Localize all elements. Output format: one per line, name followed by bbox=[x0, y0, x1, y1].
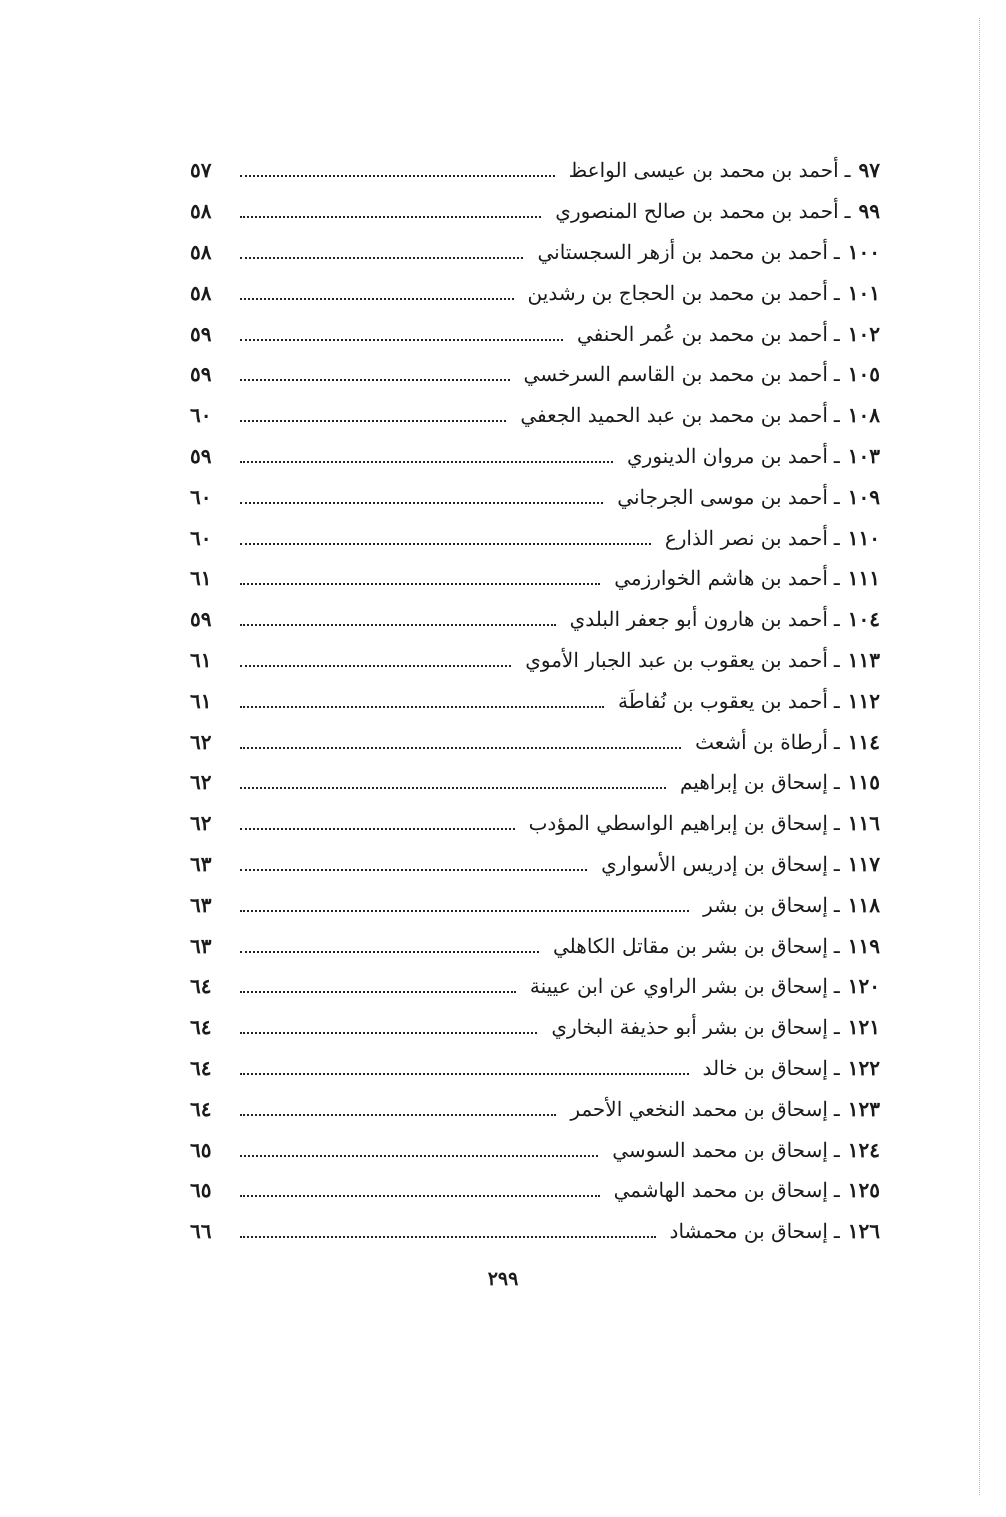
toc-entry bbox=[190, 680, 880, 721]
table-of-contents bbox=[190, 150, 880, 1252]
entry-separator: ـ bbox=[833, 403, 840, 428]
entry-page-number: ٦٢ bbox=[190, 729, 212, 754]
toc-entry bbox=[190, 762, 880, 803]
entry-page-number: ٦٠ bbox=[190, 525, 212, 550]
entry-number: ١٢١ bbox=[847, 1015, 880, 1040]
dot-leader bbox=[240, 461, 613, 463]
dot-leader bbox=[240, 624, 556, 626]
dot-leader bbox=[240, 1236, 656, 1238]
entry-name: أحمد بن مروان الدينوري bbox=[627, 443, 828, 468]
entry-page-number: ٦٣ bbox=[190, 892, 212, 917]
entry-separator: ـ bbox=[833, 321, 840, 346]
entry-name: إسحاق بن بشر الراوي عن ابن عيينة bbox=[529, 974, 828, 999]
toc-entry bbox=[190, 1211, 880, 1252]
entry-page-number: ٦٢ bbox=[190, 770, 212, 795]
toc-entry bbox=[190, 844, 880, 885]
toc-entry bbox=[190, 1007, 880, 1048]
dot-leader bbox=[240, 175, 555, 177]
toc-entry bbox=[190, 966, 880, 1007]
entry-name: إسحاق بن إبراهيم bbox=[679, 770, 828, 795]
entry-separator: ـ bbox=[833, 1219, 840, 1244]
entry-page-number: ٦١ bbox=[190, 647, 212, 672]
dot-leader bbox=[240, 543, 651, 545]
entry-separator: ـ bbox=[833, 484, 840, 509]
toc-entry bbox=[190, 803, 880, 844]
toc-entry bbox=[190, 476, 880, 517]
entry-separator: ـ bbox=[833, 933, 840, 958]
entry-name: إسحاق بن محمد السوسي bbox=[612, 1137, 828, 1162]
entry-name: إسحاق بن بشر أبو حذيفة البخاري bbox=[551, 1015, 828, 1040]
entry-separator: ـ bbox=[833, 443, 840, 468]
entry-separator: ـ bbox=[833, 729, 840, 754]
entry-number: ١١٣ bbox=[847, 647, 880, 672]
toc-entry bbox=[190, 313, 880, 354]
entry-page-number: ٥٨ bbox=[190, 239, 212, 264]
entry-page-number: ٦٣ bbox=[190, 933, 212, 958]
entry-number: ١٢٥ bbox=[847, 1178, 880, 1203]
entry-number: ١٠١ bbox=[847, 280, 880, 305]
toc-entry bbox=[190, 436, 880, 477]
entry-name: إسحاق بن بشر bbox=[703, 892, 828, 917]
entry-page-number: ٥٩ bbox=[190, 362, 212, 387]
dot-leader bbox=[240, 869, 587, 871]
toc-entry bbox=[190, 150, 880, 191]
entry-name: إسحاق بن خالد bbox=[702, 1055, 828, 1080]
entry-number: ١٠٠ bbox=[847, 239, 880, 264]
entry-separator: ـ bbox=[833, 525, 840, 550]
dot-leader bbox=[240, 787, 666, 789]
entry-number: ١٠٣ bbox=[847, 443, 880, 468]
dot-leader bbox=[240, 747, 681, 749]
entry-separator: ـ bbox=[844, 199, 851, 224]
toc-entry bbox=[190, 1170, 880, 1211]
entry-number: ٩٧ bbox=[858, 158, 880, 183]
entry-number: ٩٩ bbox=[858, 199, 880, 224]
entry-separator: ـ bbox=[833, 1137, 840, 1162]
dot-leader bbox=[240, 1073, 689, 1075]
entry-number: ١١٨ bbox=[847, 892, 880, 917]
entry-separator: ـ bbox=[833, 1178, 840, 1203]
dot-leader bbox=[240, 828, 515, 830]
toc-entry bbox=[190, 272, 880, 313]
entry-name: أحمد بن موسى الجرجاني bbox=[617, 484, 828, 509]
entry-number: ١١٧ bbox=[847, 851, 880, 876]
toc-entry bbox=[190, 517, 880, 558]
entry-name: أحمد بن محمد بن صالح المنصوري bbox=[555, 199, 839, 224]
entry-separator: ـ bbox=[833, 607, 840, 632]
entry-separator: ـ bbox=[833, 851, 840, 876]
entry-page-number: ٥٧ bbox=[190, 158, 212, 183]
entry-number: ١١٠ bbox=[847, 525, 880, 550]
entry-number: ١١٦ bbox=[847, 811, 880, 836]
entry-page-number: ٦٤ bbox=[190, 1015, 212, 1040]
entry-separator: ـ bbox=[833, 892, 840, 917]
entry-separator: ـ bbox=[833, 1015, 840, 1040]
dot-leader bbox=[240, 216, 541, 218]
toc-entry bbox=[190, 232, 880, 273]
entry-number: ١٢٠ bbox=[847, 974, 880, 999]
entry-separator: ـ bbox=[833, 770, 840, 795]
toc-entry bbox=[190, 558, 880, 599]
entry-name: أحمد بن محمد بن أزهر السجستاني bbox=[537, 239, 828, 264]
entry-page-number: ٥٨ bbox=[190, 199, 212, 224]
entry-page-number: ٦٤ bbox=[190, 1055, 212, 1080]
entry-name: أحمد بن هاشم الخوارزمي bbox=[614, 566, 828, 591]
entry-number: ١٠٤ bbox=[847, 607, 880, 632]
dot-leader bbox=[240, 910, 689, 912]
entry-number: ١١٢ bbox=[847, 688, 880, 713]
entry-name: أحمد بن محمد بن عُمر الحنفي bbox=[576, 321, 828, 346]
entry-number: ١٠٢ bbox=[847, 321, 880, 346]
dot-leader bbox=[240, 991, 516, 993]
entry-name: إسحاق بن إدريس الأسواري bbox=[601, 851, 828, 876]
entry-name: أحمد بن يعقوب بن نُفاطَة bbox=[618, 688, 828, 713]
toc-entry bbox=[190, 925, 880, 966]
entry-page-number: ٥٨ bbox=[190, 280, 212, 305]
page-number: ٢٩٩ bbox=[487, 1268, 519, 1290]
entry-page-number: ٦٣ bbox=[190, 851, 212, 876]
entry-page-number: ٦٤ bbox=[190, 1096, 212, 1121]
dot-leader bbox=[240, 502, 603, 504]
entry-separator: ـ bbox=[833, 974, 840, 999]
entry-page-number: ٦٠ bbox=[190, 484, 212, 509]
dot-leader bbox=[240, 257, 523, 259]
entry-number: ١٢٢ bbox=[847, 1055, 880, 1080]
entry-separator: ـ bbox=[833, 566, 840, 591]
dot-leader bbox=[240, 379, 510, 381]
entry-page-number: ٥٩ bbox=[190, 607, 212, 632]
entry-page-number: ٥٩ bbox=[190, 321, 212, 346]
entry-separator: ـ bbox=[833, 280, 840, 305]
toc-entry bbox=[190, 354, 880, 395]
entry-number: ١٢٣ bbox=[847, 1096, 880, 1121]
dot-leader bbox=[240, 420, 506, 422]
toc-entry bbox=[190, 721, 880, 762]
entry-separator: ـ bbox=[833, 688, 840, 713]
entry-page-number: ٦٤ bbox=[190, 974, 212, 999]
entry-number: ١٢٦ bbox=[847, 1219, 880, 1244]
dot-leader bbox=[240, 1114, 556, 1116]
dot-leader bbox=[240, 298, 514, 300]
entry-separator: ـ bbox=[833, 1096, 840, 1121]
dot-leader bbox=[240, 665, 511, 667]
dot-leader bbox=[240, 1032, 537, 1034]
entry-number: ١١٤ bbox=[847, 729, 880, 754]
toc-entry bbox=[190, 599, 880, 640]
entry-number: ١٠٥ bbox=[847, 362, 880, 387]
entry-name: إسحاق بن محمد الهاشمي bbox=[613, 1178, 828, 1203]
dot-leader bbox=[240, 951, 539, 953]
entry-separator: ـ bbox=[833, 362, 840, 387]
entry-number: ١٠٩ bbox=[847, 484, 880, 509]
toc-entry bbox=[190, 191, 880, 232]
entry-separator: ـ bbox=[833, 811, 840, 836]
dot-leader bbox=[240, 339, 563, 341]
toc-entry bbox=[190, 1129, 880, 1170]
entry-name: إسحاق بن محمشاد bbox=[669, 1219, 828, 1244]
entry-number: ١١١ bbox=[847, 566, 880, 591]
dot-leader bbox=[240, 1155, 598, 1157]
entry-name: أحمد بن هارون أبو جعفر البلدي bbox=[569, 607, 828, 632]
entry-name: أحمد بن نصر الذارع bbox=[664, 525, 828, 550]
toc-entry bbox=[190, 395, 880, 436]
entry-name: إسحاق بن محمد النخعي الأحمر bbox=[570, 1096, 828, 1121]
entry-name: أحمد بن محمد بن القاسم السرخسي bbox=[523, 362, 828, 387]
entry-name: أحمد بن يعقوب بن عبد الجبار الأموي bbox=[525, 647, 828, 672]
entry-name: أحمد بن محمد بن عبد الحميد الجعفي bbox=[520, 403, 828, 428]
entry-name: أرطاة بن أشعث bbox=[695, 729, 828, 754]
entry-number: ١٠٨ bbox=[847, 403, 880, 428]
entry-page-number: ٦٥ bbox=[190, 1178, 212, 1203]
entry-separator: ـ bbox=[833, 647, 840, 672]
entry-page-number: ٦٠ bbox=[190, 403, 212, 428]
entry-separator: ـ bbox=[844, 158, 851, 183]
entry-number: ١١٥ bbox=[847, 770, 880, 795]
entry-page-number: ٦٦ bbox=[190, 1219, 212, 1244]
entry-separator: ـ bbox=[833, 1055, 840, 1080]
entry-name: أحمد بن محمد بن عيسى الواعظ bbox=[568, 158, 839, 183]
dot-leader bbox=[240, 706, 604, 708]
entry-number: ١٢٤ bbox=[847, 1137, 880, 1162]
entry-name: إسحاق بن بشر بن مقاتل الكاهلي bbox=[552, 933, 828, 958]
entry-page-number: ٦١ bbox=[190, 566, 212, 591]
entry-separator: ـ bbox=[833, 239, 840, 264]
entry-number: ١١٩ bbox=[847, 933, 880, 958]
toc-entry bbox=[190, 884, 880, 925]
dot-leader bbox=[240, 1195, 600, 1197]
entry-name: أحمد بن محمد بن الحجاج بن رشدين bbox=[527, 280, 828, 305]
entry-page-number: ٥٩ bbox=[190, 443, 212, 468]
toc-entry bbox=[190, 1048, 880, 1089]
toc-entry bbox=[190, 640, 880, 681]
entry-page-number: ٦٥ bbox=[190, 1137, 212, 1162]
entry-page-number: ٦٢ bbox=[190, 811, 212, 836]
dot-leader bbox=[240, 583, 600, 585]
entry-name: إسحاق بن إبراهيم الواسطي المؤدب bbox=[528, 811, 828, 836]
toc-entry bbox=[190, 1088, 880, 1129]
entry-page-number: ٦١ bbox=[190, 688, 212, 713]
